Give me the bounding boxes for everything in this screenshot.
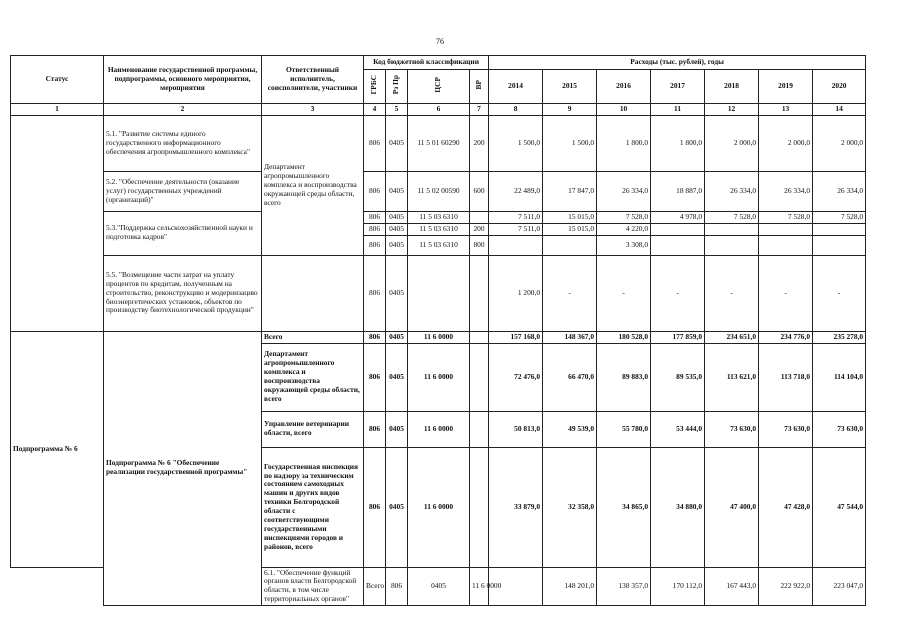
table-row (11, 171, 866, 211)
grbs-cell: 806 (364, 411, 386, 447)
value-cell: 89 535,0 (651, 343, 705, 411)
index-cell: 12 (705, 104, 759, 116)
value-cell: 7 528,0 (813, 211, 866, 223)
grbs-cell: 806 (386, 567, 408, 606)
value-cell (543, 235, 597, 255)
grbs-cell: 806 (364, 255, 386, 331)
value-cell: 34 880,0 (651, 447, 705, 567)
header-vr: ВР (470, 70, 489, 104)
csr-cell: 11 5 01 60290 (408, 115, 470, 171)
value-cell: 15 015,0 (543, 211, 597, 223)
measure-name: Подпрограмма № 6 "Обеспечение реализации государственной программы" (104, 331, 262, 605)
index-cell: 5 (386, 104, 408, 116)
header-year: 2020 (813, 70, 866, 104)
measure-name: 6.1. "Обеспечение функций органов власти Белгородской области, в том числе территориальных органов" (262, 567, 364, 606)
responsible-cell (262, 255, 364, 331)
header-rzpr: Рз Пр (386, 70, 408, 104)
value-cell: 2 000,0 (813, 115, 866, 171)
table-row (11, 255, 866, 331)
value-cell: 138 357,0 (597, 567, 651, 606)
header-expenses: Расходы (тыс. рублей), годы (489, 56, 866, 70)
value-cell: 34 865,0 (597, 447, 651, 567)
value-cell: 3 308,0 (597, 235, 651, 255)
value-cell (705, 235, 759, 255)
index-row (11, 104, 866, 116)
vr-cell (470, 255, 489, 331)
grbs-cell: 806 (364, 115, 386, 171)
value-cell: 1 200,0 (489, 255, 543, 331)
value-cell (651, 235, 705, 255)
rzpr-cell: 0405 (386, 171, 408, 211)
rzpr-cell: 0405 (386, 343, 408, 411)
vr-cell: 600 (470, 171, 489, 211)
value-cell: 223 047,0 (813, 567, 866, 606)
table-row (11, 211, 866, 223)
value-cell: 177 859,0 (651, 331, 705, 343)
vr-cell: 200 (470, 115, 489, 171)
value-cell: 1 500,0 (543, 115, 597, 171)
responsible-cell: Всего (262, 331, 364, 343)
rzpr-cell: 0405 (408, 567, 470, 606)
header-year: 2014 (489, 70, 543, 104)
index-cell: 14 (813, 104, 866, 116)
csr-cell: 11 6 0000 (470, 567, 489, 606)
value-cell: 50 813,0 (489, 411, 543, 447)
value-cell: 26 334,0 (705, 171, 759, 211)
status-cell (11, 567, 104, 606)
responsible-cell: Департамент агропромышленного комплекса и воспроизводства окружающей среды области, всего (262, 115, 364, 255)
csr-cell: 11 5 03 6310 (408, 223, 470, 235)
rzpr-cell: 0405 (386, 115, 408, 171)
responsible-cell: Управление ветеринарии области, всего (262, 411, 364, 447)
value-cell: 2 000,0 (759, 115, 813, 171)
grbs-cell: 806 (364, 331, 386, 343)
vr-cell (470, 411, 489, 447)
value-cell: 157 168,0 (489, 331, 543, 343)
measure-name: 5.1. "Развитие системы единого государственного информационного обеспечения агропромышленного комплекса" (104, 115, 262, 171)
csr-cell: 11 6 0000 (408, 447, 470, 567)
vr-cell (470, 211, 489, 223)
value-cell (651, 223, 705, 235)
value-cell: 1 800,0 (597, 115, 651, 171)
value-cell: - (813, 255, 866, 331)
value-cell: 73 630,0 (759, 411, 813, 447)
value-cell: 47 544,0 (813, 447, 866, 567)
measure-name: 5.5. "Возмещение части затрат на уплату процентов по кредитам, полученным на строительство, реконструкцию и модернизацию биоэнергетических установок, объектов по производству биотехнологической продукции" (104, 255, 262, 331)
index-cell: 10 (597, 104, 651, 116)
value-cell: 26 334,0 (813, 171, 866, 211)
value-cell: - (651, 255, 705, 331)
value-cell: 73 630,0 (705, 411, 759, 447)
value-cell: 4 220,0 (597, 223, 651, 235)
value-cell: 89 883,0 (597, 343, 651, 411)
responsible-cell: Всего (364, 567, 386, 606)
value-cell: - (543, 255, 597, 331)
grbs-cell: 806 (364, 223, 386, 235)
value-cell: 18 887,0 (651, 171, 705, 211)
value-cell: 1 800,0 (651, 115, 705, 171)
measure-name: 5.3."Поддержка сельскохозяйственной науки и подготовка кадров" (104, 211, 262, 255)
header-grbs: ГРБС (364, 70, 386, 104)
measure-name: 5.2. "Обеспечение деятельности (оказание услуг) государственных учреждений (организаций)" (104, 171, 262, 211)
value-cell: 113 718,0 (759, 343, 813, 411)
header-year: 2018 (705, 70, 759, 104)
value-cell: 114 104,0 (813, 343, 866, 411)
header-year: 2016 (597, 70, 651, 104)
value-cell: 33 879,0 (489, 447, 543, 567)
value-cell: 15 015,0 (543, 223, 597, 235)
value-cell: 235 278,0 (813, 331, 866, 343)
value-cell: 49 539,0 (543, 411, 597, 447)
csr-cell: 11 5 02 00590 (408, 171, 470, 211)
rzpr-cell: 0405 (386, 223, 408, 235)
value-cell: 47 400,0 (705, 447, 759, 567)
csr-cell: 11 6 0000 (408, 343, 470, 411)
value-cell: 53 444,0 (651, 411, 705, 447)
value-cell: - (597, 255, 651, 331)
value-cell: 22 489,0 (489, 171, 543, 211)
grbs-cell: 806 (364, 171, 386, 211)
value-cell: - (759, 255, 813, 331)
csr-cell: 11 5 03 6310 (408, 211, 470, 223)
status-cell: Подпрограмма № 6 (11, 331, 104, 567)
vr-cell: 800 (470, 235, 489, 255)
index-cell: 1 (11, 104, 104, 116)
header-year: 2019 (759, 70, 813, 104)
csr-cell: 11 6 0000 (408, 411, 470, 447)
value-cell: 2 000,0 (705, 115, 759, 171)
table-row (11, 115, 866, 171)
value-cell: 7 511,0 (489, 211, 543, 223)
value-cell: 148 201,0 (543, 567, 597, 606)
header-year: 2017 (651, 70, 705, 104)
rzpr-cell: 0405 (386, 331, 408, 343)
grbs-cell: 806 (364, 211, 386, 223)
header-status: Статус (11, 56, 104, 104)
value-cell: 32 358,0 (543, 447, 597, 567)
vr-cell: 200 (470, 223, 489, 235)
value-cell: 66 470,0 (543, 343, 597, 411)
index-cell: 3 (262, 104, 364, 116)
index-cell: 6 (408, 104, 470, 116)
rzpr-cell: 0405 (386, 411, 408, 447)
rzpr-cell: 0405 (386, 255, 408, 331)
vr-cell (470, 447, 489, 567)
index-cell: 7 (470, 104, 489, 116)
vr-cell (470, 331, 489, 343)
value-cell: 7 511,0 (489, 223, 543, 235)
budget-table (10, 55, 866, 606)
header-csr: ЦСР (408, 70, 470, 104)
value-cell: 26 334,0 (597, 171, 651, 211)
status-cell (11, 115, 104, 331)
table-row (11, 331, 866, 343)
rzpr-cell: 0405 (386, 235, 408, 255)
value-cell: 72 476,0 (489, 343, 543, 411)
vr-cell (470, 343, 489, 411)
rzpr-cell: 0405 (386, 211, 408, 223)
value-cell: 7 528,0 (759, 211, 813, 223)
header-name: Наименование государственной программы, подпрограммы, основного мероприятия, мероприятия (104, 56, 262, 104)
value-cell (489, 235, 543, 255)
value-cell: 26 334,0 (759, 171, 813, 211)
value-cell: 7 528,0 (705, 211, 759, 223)
index-cell: 9 (543, 104, 597, 116)
value-cell (759, 223, 813, 235)
index-cell: 8 (489, 104, 543, 116)
value-cell: 1 500,0 (489, 115, 543, 171)
grbs-cell: 806 (364, 343, 386, 411)
value-cell: 7 528,0 (597, 211, 651, 223)
rzpr-cell: 0405 (386, 447, 408, 567)
responsible-cell: Департамент агропромышленного комплекса и воспроизводства окружающей среды области, всего (262, 343, 364, 411)
index-cell: 11 (651, 104, 705, 116)
value-cell: 167 443,0 (705, 567, 759, 606)
csr-cell: 11 6 0000 (408, 331, 470, 343)
header-year: 2015 (543, 70, 597, 104)
value-cell: 180 528,0 (597, 331, 651, 343)
csr-cell (408, 255, 470, 331)
value-cell: 4 978,0 (651, 211, 705, 223)
csr-cell: 11 5 03 6310 (408, 235, 470, 255)
responsible-cell: Государственная инспекция по надзору за техническим состоянием самоходных машин и других видов техники Белгородской области с соответствующими государственными инспекциями городов и районов, всего (262, 447, 364, 567)
page-number: 76 (436, 37, 444, 46)
value-cell: 113 621,0 (705, 343, 759, 411)
value-cell (813, 223, 866, 235)
grbs-cell: 806 (364, 235, 386, 255)
value-cell: 234 776,0 (759, 331, 813, 343)
value-cell: - (705, 255, 759, 331)
value-cell: 73 630,0 (813, 411, 866, 447)
value-cell: 170 112,0 (651, 567, 705, 606)
header-code-group: Код бюджетной классификации (364, 56, 489, 70)
header-row-1 (11, 56, 866, 70)
value-cell: 148 367,0 (543, 331, 597, 343)
header-responsible: Ответственный исполнитель, соисполнители, участники (262, 56, 364, 104)
grbs-cell: 806 (364, 447, 386, 567)
value-cell (813, 235, 866, 255)
value-cell: 17 847,0 (543, 171, 597, 211)
value-cell: 222 922,0 (759, 567, 813, 606)
index-cell: 4 (364, 104, 386, 116)
value-cell (705, 223, 759, 235)
index-cell: 13 (759, 104, 813, 116)
value-cell: 47 428,0 (759, 447, 813, 567)
index-cell: 2 (104, 104, 262, 116)
value-cell: 55 780,0 (597, 411, 651, 447)
value-cell: 234 651,0 (705, 331, 759, 343)
value-cell (759, 235, 813, 255)
